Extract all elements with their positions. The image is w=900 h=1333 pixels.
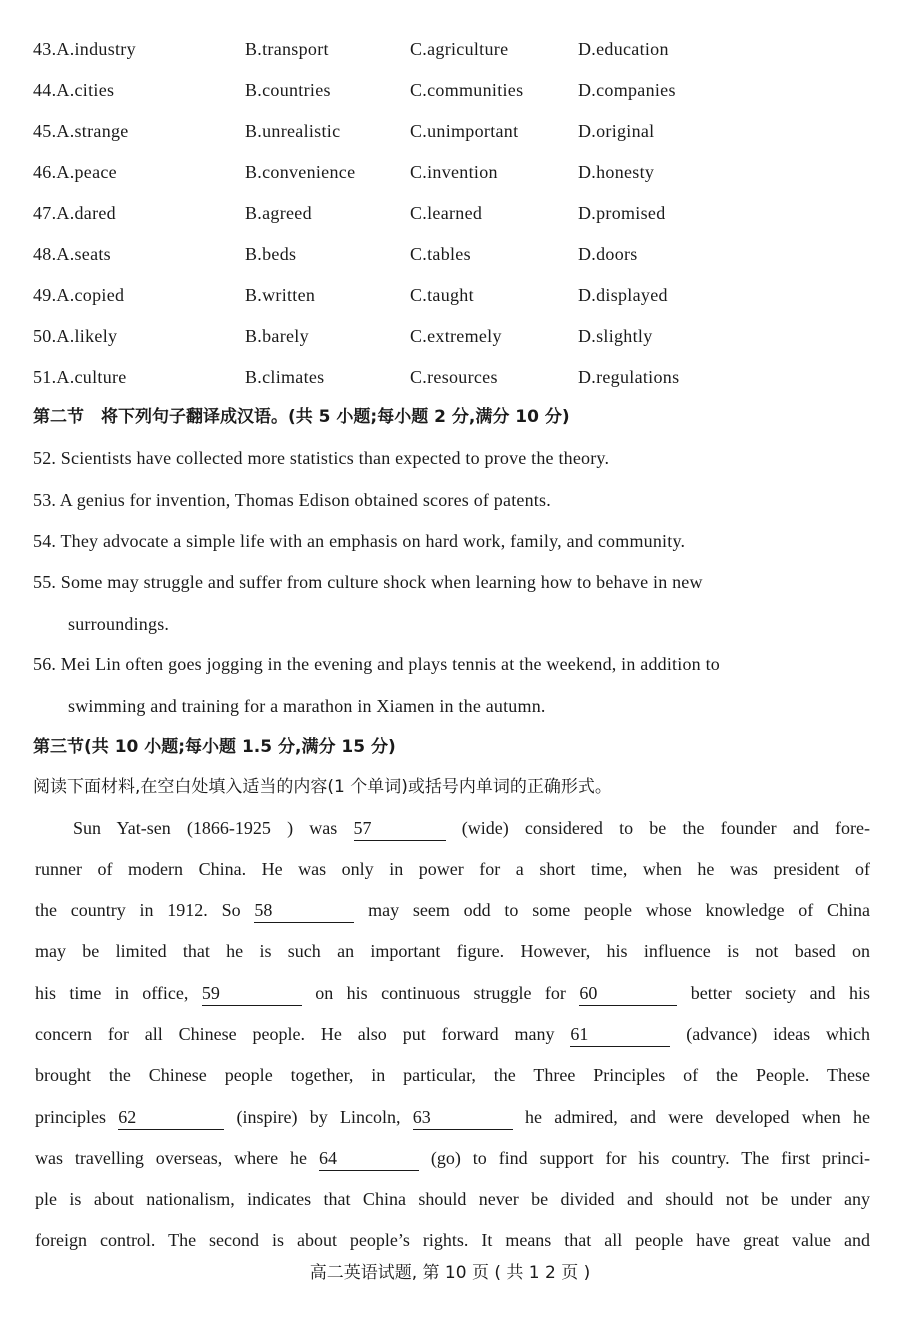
translation-question-continued: surroundings. — [68, 614, 170, 634]
option-row — [0, 323, 900, 349]
passage-line: the country in 1912. So 58 may seem odd to some people whose knowledge of China — [35, 895, 870, 925]
option-d: D.companies — [578, 80, 676, 100]
option-a: 48.A.seats — [33, 244, 111, 264]
option-row — [0, 118, 900, 144]
blank-60[interactable]: 60 — [579, 981, 677, 1006]
blank-57[interactable]: 57 — [354, 816, 446, 841]
passage-line: concern for all Chinese people. He also put forward many 61 (advance) ideas which — [35, 1019, 870, 1049]
translation-question: 53. A genius for invention, Thomas Edison obtained scores of patents. — [33, 490, 551, 510]
section-heading: 第二节 将下列句子翻译成汉语。(共 5 小题;每小题 2 分,满分 10 分) — [33, 407, 570, 427]
passage-line: was travelling overseas, where he 64 (go) to find support for his country. The first princi- — [35, 1143, 870, 1173]
option-a: 45.A.strange — [33, 121, 129, 141]
passage-line: foreign control. The second is about people’s rights. It means that all people have great value and — [35, 1230, 870, 1250]
blank-62[interactable]: 62 — [118, 1105, 224, 1130]
option-a: 47.A.dared — [33, 203, 116, 223]
translation-question-continued: swimming and training for a marathon in Xiamen in the autumn. — [68, 696, 546, 716]
passage-line: brought the Chinese people together, in particular, the Three Principles of the People. These — [35, 1065, 870, 1085]
option-c: C.extremely — [410, 326, 502, 346]
option-c: C.communities — [410, 80, 524, 100]
option-b: B.transport — [245, 39, 329, 59]
passage-line: Sun Yat-sen (1866-1925 ) was 57 (wide) considered to be the founder and fore- — [73, 813, 870, 843]
option-a: 49.A.copied — [33, 285, 125, 305]
page-footer: 高二英语试题, 第 10 页 ( 共 1 2 页 ) — [309, 1263, 591, 1283]
passage-line: his time in office, 59 on his continuous struggle for 60 better society and his — [35, 978, 870, 1008]
option-a: 50.A.likely — [33, 326, 118, 346]
option-a: 51.A.culture — [33, 367, 127, 387]
option-c: C.learned — [410, 203, 483, 223]
option-b: B.beds — [245, 244, 297, 264]
option-c: C.resources — [410, 367, 498, 387]
option-row — [0, 200, 900, 226]
option-b: B.agreed — [245, 203, 312, 223]
passage-line: principles 62 (inspire) by Lincoln, 63 he admired, and were developed when he — [35, 1102, 870, 1132]
option-a: 46.A.peace — [33, 162, 117, 182]
option-d: D.doors — [578, 244, 638, 264]
option-a: 43.A.industry — [33, 39, 136, 59]
option-d: D.regulations — [578, 367, 680, 387]
option-b: B.barely — [245, 326, 309, 346]
translation-question: 52. Scientists have collected more statistics than expected to prove the theory. — [33, 448, 610, 468]
option-d: D.education — [578, 39, 669, 59]
passage-line: runner of modern China. He was only in power for a short time, when he was president of — [35, 859, 870, 879]
option-row — [0, 282, 900, 308]
option-d: D.honesty — [578, 162, 655, 182]
option-row — [0, 77, 900, 103]
option-row — [0, 36, 900, 62]
option-b: B.written — [245, 285, 316, 305]
option-c: C.taught — [410, 285, 474, 305]
blank-61[interactable]: 61 — [570, 1022, 670, 1047]
translation-question: 56. Mei Lin often goes jogging in the evening and plays tennis at the weekend, in addition to — [33, 654, 720, 674]
blank-59[interactable]: 59 — [202, 981, 302, 1006]
option-c: C.unimportant — [410, 121, 519, 141]
option-a: 44.A.cities — [33, 80, 115, 100]
option-c: C.invention — [410, 162, 498, 182]
section-heading: 第三节(共 10 小题;每小题 1.5 分,满分 15 分) — [33, 737, 396, 757]
option-d: D.original — [578, 121, 655, 141]
passage-line: may be limited that he is such an important figure. However, his influence is not based on — [35, 941, 870, 961]
blank-64[interactable]: 64 — [319, 1146, 419, 1171]
translation-question: 55. Some may struggle and suffer from culture shock when learning how to behave in new — [33, 572, 703, 592]
translation-question: 54. They advocate a simple life with an emphasis on hard work, family, and community. — [33, 531, 686, 551]
option-b: B.countries — [245, 80, 331, 100]
option-d: D.slightly — [578, 326, 653, 346]
blank-63[interactable]: 63 — [413, 1105, 513, 1130]
option-row — [0, 364, 900, 390]
section-instruction: 阅读下面材料,在空白处填入适当的内容(1 个单词)或括号内单词的正确形式。 — [33, 777, 612, 797]
passage-line: ple is about nationalism, indicates that China should never be divided and should not be under any — [35, 1189, 870, 1209]
option-b: B.unrealistic — [245, 121, 341, 141]
option-b: B.convenience — [245, 162, 356, 182]
option-d: D.promised — [578, 203, 666, 223]
blank-58[interactable]: 58 — [254, 898, 354, 923]
option-c: C.agriculture — [410, 39, 509, 59]
option-c: C.tables — [410, 244, 471, 264]
option-d: D.displayed — [578, 285, 668, 305]
option-row — [0, 241, 900, 267]
option-b: B.climates — [245, 367, 325, 387]
option-row — [0, 159, 900, 185]
